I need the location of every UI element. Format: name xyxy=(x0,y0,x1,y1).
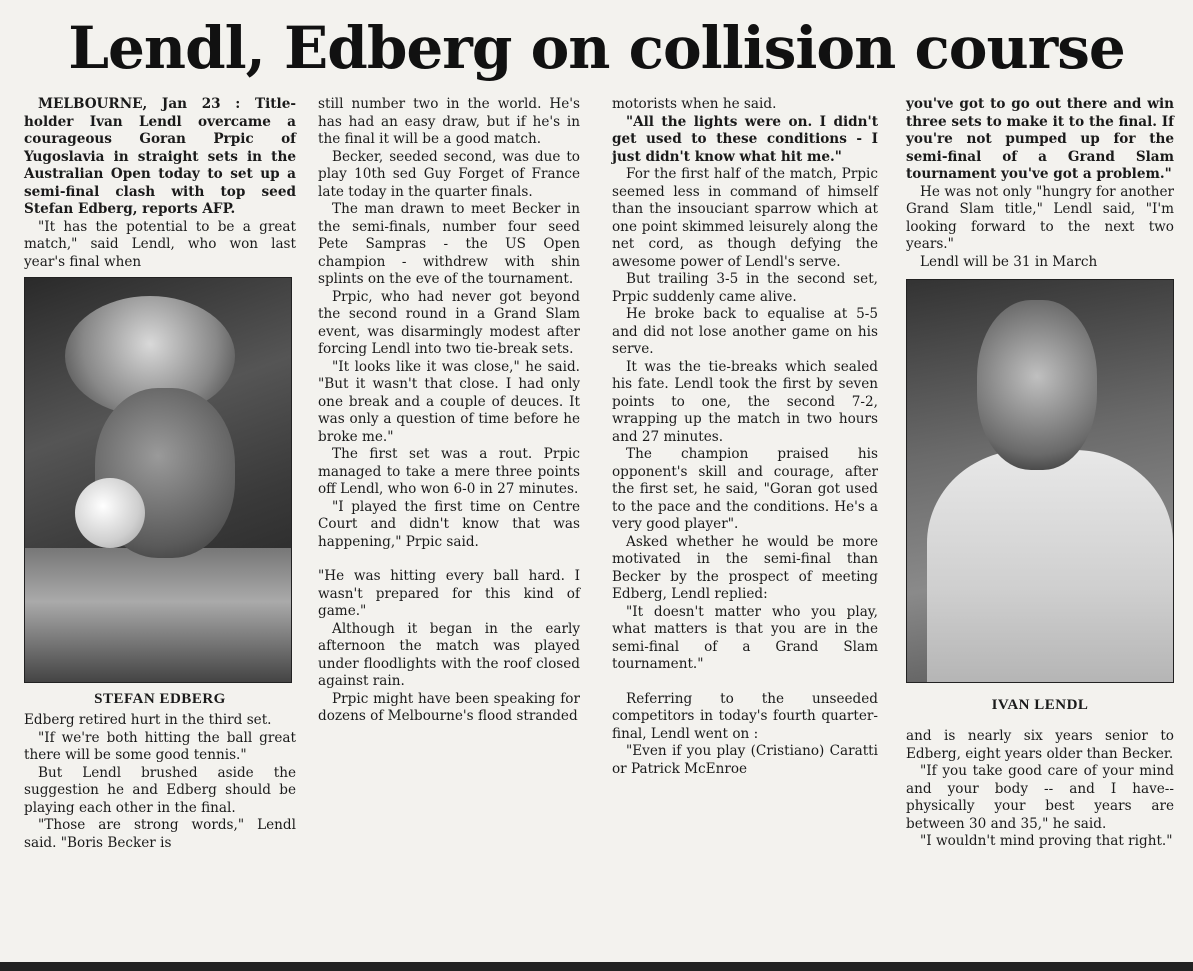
tennis-ball-icon xyxy=(75,478,145,548)
article-paragraph: "If we're both hitting the ball great there will be some good tennis." xyxy=(24,729,296,763)
article-paragraph: still number two in the world. He's has had an easy draw, but if he's in the final it will be a good match. xyxy=(318,96,580,147)
article-paragraph: "He was hitting every ball hard. I wasn't prepared for this kind of game." xyxy=(318,568,580,619)
article-paragraph: But Lendl brushed aside the suggestion he and Edberg should be playing each other in the final. xyxy=(24,764,296,816)
column-1 xyxy=(24,96,296,852)
lead-paragraph: MELBOURNE, Jan 23 : Title-holder Ivan Lendl overcame a courageous Goran Prpic of Yugoslavia in straight sets in the Australian Open today to set up a semi-final clash with top seed Stefan Edberg, reports AFP. xyxy=(24,96,296,217)
article-paragraph: "It looks like it was close," he said. "But it wasn't that close. I had only one break and a couple of deuces. It was only a question of time before he broke me." xyxy=(318,358,580,445)
headline: Lendl, Edberg on collision course xyxy=(68,14,1125,82)
lendl-photo xyxy=(906,279,1174,683)
edberg-photo xyxy=(24,277,292,683)
article-paragraph: Prpic, who had never got beyond the second round in a Grand Slam event, was disarmingly modest after forcing Lendl into two tie-break sets. xyxy=(318,288,580,357)
article-paragraph: Asked whether he would be more motivated in the semi-final than Becker by the prospect of meeting Edberg, Lendl replied: xyxy=(612,533,878,602)
article-paragraph: Lendl will be 31 in March xyxy=(920,253,1098,270)
shirt-shape xyxy=(25,548,291,682)
paragraph-gap xyxy=(612,674,878,691)
article-paragraph: motorists when he said. xyxy=(612,96,777,112)
column-3 xyxy=(612,96,878,778)
article-paragraph: "All the lights were on. I didn't get used to these conditions - I just didn't know what hit me." xyxy=(612,113,878,165)
article-paragraph: "I wouldn't mind proving that right." xyxy=(920,833,1173,849)
edberg-caption: STEFAN EDBERG xyxy=(94,691,226,707)
article-paragraph: "If you take good care of your mind and your body -- and I have-- physically your best years are between 30 and 35," he said. xyxy=(906,763,1174,832)
article-paragraph: Prpic might have been speaking for dozens of Melbourne's flood stranded xyxy=(318,690,580,724)
article-paragraph: The champion praised his opponent's skill and courage, after the first set, he said, "Goran got used to the pace and the conditions. He's a very good player". xyxy=(612,446,878,532)
face-shape xyxy=(977,300,1097,470)
article-paragraph: He was not only "hungry for another Grand Slam title," Lendl said, "I'm looking forward to the next two years." xyxy=(906,183,1174,252)
article-paragraph: The man drawn to meet Becker in the semi-finals, number four seed Pete Sampras - the US Open champion - withdrew with shin splints on the eve of the tournament. xyxy=(318,201,580,287)
article-paragraph: "Even if you play (Cristiano) Caratti or Patrick McEnroe xyxy=(612,743,878,777)
article-paragraph: "It doesn't matter who you play, what matters is that you are in the semi-final of a Grand Slam tournament." xyxy=(612,603,878,672)
article-paragraph: you've got to go out there and win three sets to make it to the final. If you're not pumped up for the semi-final of a Grand Slam tournament you've got a problem." xyxy=(906,96,1174,182)
article-paragraph: For the first half of the match, Prpic seemed less in command of himself than the insouciant sparrow which at one point skimmed leisurely along the net cord, as though defying the awesome power of Lendl's serve. xyxy=(612,166,878,270)
paragraph-gap xyxy=(318,551,580,568)
article-paragraph: Referring to the unseeded competitors in today's fourth quarter-final, Lendl went on : xyxy=(612,690,878,742)
article-paragraph: He broke back to equalise at 5-5 and did not lose another game on his serve. xyxy=(612,306,878,357)
article-paragraph: and is nearly six years senior to Edberg, eight years older than Becker. xyxy=(906,728,1174,762)
column-4 xyxy=(906,96,1174,851)
article-paragraph: It was the tie-breaks which sealed his fate. Lendl took the first by seven points to one, the second 7-2, wrapping up the match in two hours and 27 minutes. xyxy=(612,358,878,445)
column-2 xyxy=(318,96,580,726)
article-paragraph: But trailing 3-5 in the second set, Prpic suddenly came alive. xyxy=(612,271,878,305)
article-paragraph: "Those are strong words," Lendl said. "Boris Becker is xyxy=(24,817,296,851)
shirt-shape xyxy=(927,450,1173,682)
article-paragraph: Becker, seeded second, was due to play 10th sed Guy Forget of France late today in the quarter finals. xyxy=(318,148,580,200)
bottom-rule xyxy=(0,962,1193,971)
article-paragraph: "It has the potential to be a great match," said Lendl, who won last year's final when xyxy=(24,218,296,270)
lendl-caption: IVAN LENDL xyxy=(991,697,1089,713)
article-paragraph: Although it began in the early afternoon the match was played under floodlights with the roof closed against rain. xyxy=(318,620,580,689)
article-paragraph: The first set was a rout. Prpic managed to take a mere three points off Lendl, who won 6-0 in 27 minutes. xyxy=(318,446,580,497)
article-paragraph: "I played the first time on Centre Court and didn't know that was happening," Prpic said. xyxy=(318,498,580,550)
article-paragraph: Edberg retired hurt in the third set. xyxy=(24,712,272,728)
